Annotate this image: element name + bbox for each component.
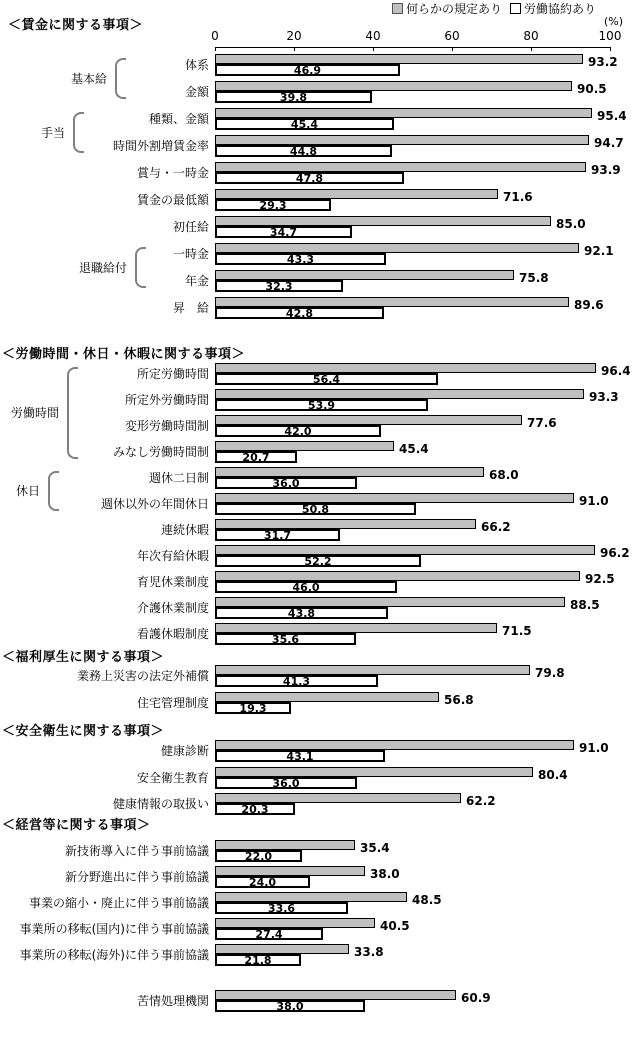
group-bracket [73, 112, 84, 153]
bar-agreement [215, 607, 388, 619]
axis-tick-mark [373, 47, 374, 51]
item-label: 昇 給 [172, 301, 209, 315]
value-label-agreement: 31.7 [263, 528, 292, 542]
bar-agreement [215, 145, 392, 157]
bar-regulation [215, 571, 580, 581]
value-label-regulation: 77.6 [527, 416, 557, 430]
percent-unit-label: (%) [604, 15, 624, 28]
value-label-agreement: 35.6 [271, 632, 300, 646]
value-label-regulation: 92.1 [584, 244, 614, 258]
item-label: 業務上災害の法定外補償 [76, 669, 209, 683]
legend-label-regulation: 何らかの規定あり [406, 2, 503, 16]
bar-regulation [215, 665, 530, 675]
item-label: 健康診断 [160, 744, 209, 758]
value-label-agreement: 42.8 [285, 306, 314, 320]
item-label: 新分野進出に伴う事前協議 [64, 870, 209, 884]
value-label-agreement: 53.9 [307, 398, 336, 412]
value-label-regulation: 96.2 [600, 546, 630, 560]
bar-regulation [215, 493, 574, 503]
value-label-agreement: 39.8 [279, 90, 308, 104]
axis-tick-mark [452, 47, 453, 51]
value-label-agreement: 44.8 [289, 144, 318, 158]
value-label-regulation: 91.0 [579, 741, 609, 755]
section-header: ＜安全衛生に関する事項＞ [2, 724, 165, 739]
value-label-agreement: 33.6 [267, 901, 296, 915]
value-label-regulation: 93.9 [591, 163, 621, 177]
value-label-agreement: 27.4 [255, 927, 283, 941]
item-label: 体系 [184, 58, 209, 72]
bar-regulation [215, 944, 349, 954]
bar-agreement [215, 91, 372, 103]
value-label-regulation: 56.8 [444, 693, 474, 707]
value-label-regulation: 88.5 [570, 598, 600, 612]
bar-regulation [215, 840, 355, 850]
value-label-regulation: 94.7 [594, 136, 624, 150]
legend-item-agreement [510, 2, 596, 16]
x-axis-line [215, 47, 611, 48]
bar-regulation [215, 441, 394, 451]
bar-regulation [215, 467, 484, 477]
item-label: 育児休業制度 [136, 575, 209, 589]
regulation-swatch-icon [392, 3, 403, 14]
value-label-regulation: 96.4 [601, 364, 631, 378]
value-label-regulation: 40.5 [380, 919, 410, 933]
bar-agreement [215, 477, 357, 489]
bar-agreement [215, 928, 323, 940]
section-header: ＜賃金に関する事項＞ [8, 18, 144, 33]
agreement-swatch-icon [510, 3, 521, 14]
bar-agreement [215, 954, 301, 966]
value-label-regulation: 90.5 [577, 82, 607, 96]
value-label-regulation: 85.0 [556, 217, 586, 231]
item-label: 週休以外の年間休日 [100, 497, 209, 511]
item-label: 所定外労働時間 [124, 393, 209, 407]
bar-regulation [215, 990, 456, 1000]
item-label: 週休二日制 [148, 471, 209, 485]
bar-regulation [215, 243, 579, 253]
item-label: 種類、金額 [148, 112, 209, 126]
legend-label-agreement: 労働協約あり [524, 2, 597, 16]
axis-tick-mark [531, 47, 532, 51]
bar-agreement [215, 1000, 365, 1012]
bar-agreement [215, 555, 421, 567]
group-label: 基本給 [70, 72, 107, 86]
legend-item-regulation [392, 2, 502, 16]
bar-regulation [215, 189, 498, 199]
group-label: 労働時間 [10, 406, 59, 420]
bar-regulation [215, 918, 375, 928]
section-header: ＜経営等に関する事項＞ [2, 818, 151, 833]
bar-agreement [215, 529, 340, 541]
value-label-regulation: 38.0 [370, 867, 400, 881]
bar-regulation [215, 108, 592, 118]
bar-regulation [215, 216, 551, 226]
bar-regulation [215, 740, 574, 750]
group-bracket [115, 58, 126, 99]
axis-tick-mark [610, 47, 611, 51]
value-label-regulation: 68.0 [489, 468, 519, 482]
bar-regulation [215, 545, 595, 555]
bar-agreement [215, 633, 356, 645]
value-label-agreement: 21.8 [244, 953, 272, 967]
value-label-regulation: 75.8 [519, 271, 549, 285]
value-label-agreement: 29.3 [259, 198, 287, 212]
bar-regulation [215, 892, 407, 902]
value-label-regulation: 35.4 [360, 841, 390, 855]
value-label-agreement: 36.0 [272, 476, 300, 490]
bar-regulation [215, 767, 533, 777]
value-label-regulation: 66.2 [481, 520, 511, 534]
item-label: 所定労働時間 [136, 367, 209, 381]
axis-tick-label: 0 [211, 29, 219, 43]
group-label: 退職給付 [78, 261, 127, 275]
item-label: 新技術導入に伴う事前協議 [64, 844, 209, 858]
item-label: 年金 [184, 274, 209, 288]
bar-agreement [215, 199, 331, 211]
group-bracket [67, 367, 78, 459]
value-label-regulation: 93.3 [589, 390, 619, 404]
bar-agreement [215, 425, 381, 437]
value-label-regulation: 91.0 [579, 494, 609, 508]
value-label-regulation: 60.9 [461, 991, 491, 1005]
bar-agreement [215, 399, 428, 411]
item-label: 事業の縮小・廃止に伴う事前協議 [28, 896, 209, 910]
bar-agreement [215, 702, 291, 714]
group-bracket [135, 247, 146, 288]
bar-agreement [215, 118, 394, 130]
value-label-agreement: 50.8 [301, 502, 330, 516]
item-label: 金額 [184, 85, 209, 99]
bar-agreement [215, 581, 397, 593]
item-label: 変形労働時間制 [124, 419, 209, 433]
bar-agreement [215, 451, 297, 463]
bar-regulation [215, 623, 497, 633]
bar-agreement [215, 850, 302, 862]
bar-regulation [215, 81, 572, 91]
value-label-agreement: 32.3 [265, 279, 293, 293]
bar-agreement [215, 750, 385, 762]
value-label-agreement: 38.0 [276, 999, 304, 1013]
value-label-agreement: 56.4 [312, 372, 341, 386]
value-label-agreement: 20.7 [242, 450, 270, 464]
bar-agreement [215, 280, 343, 292]
bar-agreement [215, 253, 386, 265]
bar-regulation [215, 270, 514, 280]
value-label-agreement: 41.3 [282, 674, 311, 688]
value-label-regulation: 93.2 [588, 55, 618, 69]
section-header: ＜福利厚生に関する事項＞ [2, 650, 165, 665]
axis-tick-label: 40 [365, 29, 381, 43]
bar-regulation [215, 793, 461, 803]
value-label-regulation: 92.5 [585, 572, 615, 586]
value-label-regulation: 95.4 [597, 109, 627, 123]
value-label-agreement: 43.3 [286, 252, 315, 266]
value-label-agreement: 47.8 [295, 171, 324, 185]
bar-agreement [215, 902, 348, 914]
group-label: 手当 [40, 126, 65, 140]
item-label: 事業所の移転(海外)に伴う事前協議 [19, 948, 209, 962]
value-label-agreement: 45.4 [290, 117, 319, 131]
axis-tick-label: 80 [523, 29, 539, 43]
bar-agreement [215, 503, 416, 515]
value-label-regulation: 79.8 [535, 666, 565, 680]
value-label-agreement: 34.7 [269, 225, 298, 239]
value-label-regulation: 33.8 [354, 945, 384, 959]
item-label: 住宅管理制度 [136, 696, 209, 710]
bar-agreement [215, 777, 357, 789]
value-label-agreement: 42.0 [284, 424, 312, 438]
bar-regulation [215, 162, 586, 172]
bar-agreement [215, 64, 400, 76]
bar-regulation [215, 363, 596, 373]
item-label: 初任給 [172, 220, 209, 234]
value-label-regulation: 71.6 [503, 190, 533, 204]
bar-regulation [215, 389, 584, 399]
value-label-regulation: 62.2 [466, 794, 496, 808]
bar-regulation [215, 54, 583, 64]
bar-regulation [215, 519, 476, 529]
item-label: 健康情報の取扱い [112, 797, 209, 811]
section-header: ＜労働時間・休日・休暇に関する事項＞ [2, 347, 246, 362]
value-label-agreement: 20.3 [241, 802, 269, 816]
bar-agreement [215, 876, 310, 888]
group-bracket [48, 471, 59, 511]
axis-tick-mark [215, 47, 216, 51]
value-label-agreement: 19.3 [239, 701, 267, 715]
axis-tick-label: 100 [598, 29, 622, 43]
value-label-agreement: 22.0 [244, 849, 273, 863]
value-label-regulation: 80.4 [538, 768, 568, 782]
item-label: 事業所の移転(国内)に伴う事前協議 [19, 922, 209, 936]
axis-tick-label: 20 [286, 29, 302, 43]
item-label: 看護休暇制度 [136, 627, 209, 641]
value-label-regulation: 89.6 [574, 298, 604, 312]
item-label: 連続休暇 [160, 523, 209, 537]
item-label: 介護休業制度 [136, 601, 209, 615]
value-label-agreement: 24.0 [248, 875, 277, 889]
item-label: 安全衛生教育 [136, 771, 209, 785]
bar-agreement [215, 803, 295, 815]
value-label-agreement: 43.8 [287, 606, 316, 620]
item-label: 苦情処理機関 [136, 994, 209, 1008]
bar-agreement [215, 373, 438, 385]
value-label-regulation: 45.4 [399, 442, 429, 456]
value-label-agreement: 46.9 [293, 63, 322, 77]
bar-agreement [215, 172, 404, 184]
axis-tick-mark [294, 47, 295, 51]
item-label: 賞与・一時金 [136, 166, 209, 180]
value-label-agreement: 46.0 [292, 580, 320, 594]
item-label: 賃金の最低額 [136, 193, 209, 207]
value-label-agreement: 43.1 [286, 749, 314, 763]
bar-regulation [215, 597, 565, 607]
bar-regulation [215, 135, 589, 145]
group-label: 休日 [15, 484, 40, 498]
legend [392, 2, 604, 16]
bar-agreement [215, 226, 352, 238]
axis-tick-label: 60 [444, 29, 460, 43]
item-label: みなし労働時間制 [112, 445, 209, 459]
bar-agreement [215, 675, 378, 687]
item-label: 年次有給休暇 [136, 549, 209, 563]
bar-agreement [215, 307, 384, 319]
bar-regulation [215, 297, 569, 307]
bar-regulation [215, 692, 439, 702]
value-label-agreement: 36.0 [272, 776, 300, 790]
value-label-regulation: 71.5 [502, 624, 532, 638]
item-label: 一時金 [172, 247, 209, 261]
value-label-regulation: 48.5 [412, 893, 442, 907]
item-label: 時間外割増賃金率 [112, 139, 209, 153]
value-label-agreement: 52.2 [304, 554, 332, 568]
bar-regulation [215, 866, 365, 876]
bar-regulation [215, 415, 522, 425]
